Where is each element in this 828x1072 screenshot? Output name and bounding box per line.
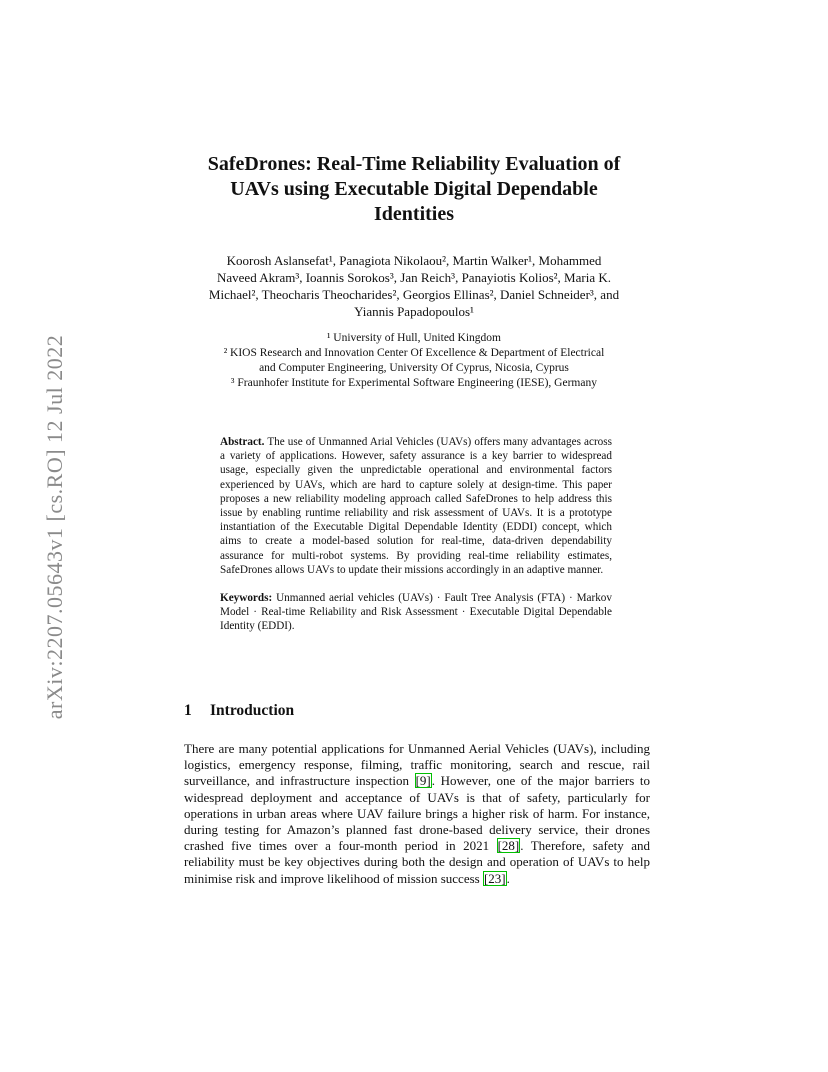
keywords-label: Keywords:	[220, 592, 273, 605]
author-line: Koorosh Aslansefat¹, Panagiota Nikolaou², Martin Walker¹, Mohammed	[226, 253, 602, 268]
arxiv-identifier: arXiv:2207.05643v1 [cs.RO] 12 Jul 2022	[42, 334, 67, 720]
paper-title	[0, 152, 828, 227]
affiliation-list	[160, 331, 668, 391]
intro-text: . Therefore, safety and reliability must be key objectives during both the design and operation of UAVs to help minimise risk and improve likelihood of mission success	[184, 838, 650, 886]
intro-text: .	[506, 870, 510, 886]
title-line: Identities	[374, 203, 454, 225]
section-number: 1	[184, 702, 192, 719]
abstract-paragraph	[220, 435, 612, 577]
section-heading	[184, 702, 294, 720]
abstract-label: Abstract.	[220, 436, 265, 448]
affiliation-line: and Computer Engineering, University Of Cyprus, Nicosia, Cyprus	[259, 362, 569, 374]
author-list	[160, 252, 668, 320]
intro-text: There are many potential applications for Unmanned Aerial Vehicles (UAVs), including logistics, emergency response, filming, traffic monitoring, search and rescue, rail surveillance, and infrastructure inspection	[184, 741, 650, 789]
abstract-block	[220, 435, 612, 634]
affiliation-line: ³ Fraunhofer Institute for Experimental Software Engineering (IESE), Germany	[231, 377, 597, 389]
affiliation-line: ² KIOS Research and Innovation Center Of Excellence & Department of Electrical	[223, 347, 605, 359]
keywords-paragraph	[220, 591, 612, 634]
citation-link[interactable]: [9]	[415, 773, 431, 789]
title-line: UAVs using Executable Digital Dependable	[230, 178, 598, 200]
title-line: SafeDrones: Real-Time Reliability Evaluation of	[207, 153, 621, 175]
citation-link[interactable]: [28]	[497, 838, 520, 854]
citation-link[interactable]: [23]	[483, 870, 506, 886]
intro-paragraph	[184, 741, 650, 887]
introduction-body	[184, 741, 650, 887]
author-line: Yiannis Papadopoulos¹	[354, 304, 474, 319]
keywords-text: Unmanned aerial vehicles (UAVs) · Fault Tree Analysis (FTA) · Markov Model · Real-time Reliability and Risk Assessment · Executable Digital Dependable Identity (EDDI).	[220, 592, 612, 633]
intro-text: . However, one of the major barriers to widespread deployment and acceptance of UAVs is that of safety, particularly for operations in urban areas where UAV failure brings a higher risk of harm. For instance, during testing for Amazon’s planned fast drone-based delivery service, their drones crashed five times over a four-month period in 2021	[184, 773, 650, 854]
author-line: Michael², Theocharis Theocharides², Georgios Ellinas², Daniel Schneider³, and	[208, 287, 620, 302]
abstract-text: The use of Unmanned Arial Vehicles (UAVs) offers many advantages across a variety of applications. However, safety assurance is a key barrier to widespread usage, especially given the unpredictable operational and environmental factors experienced by UAVs, which are hard to capture solely at design-time. This paper proposes a new reliability modeling approach called SafeDrones to help address this issue by enabling runtime reliability and risk assessment of UAVs. It is a prototype instantiation of the Executable Digital Dependable Identity (EDDI) concept, which aims to create a model-based solution for real-time, data-driven dependability assurance for multi-robot systems. By providing real-time reliability estimates, SafeDrones allows UAVs to update their missions accordingly in an adaptive manner.	[220, 436, 612, 576]
section-title: Introduction	[210, 702, 295, 719]
author-line: Naveed Akram³, Ioannis Sorokos³, Jan Reich³, Panayiotis Kolios², Maria K.	[217, 270, 611, 285]
affiliation-line: ¹ University of Hull, United Kingdom	[326, 332, 502, 344]
